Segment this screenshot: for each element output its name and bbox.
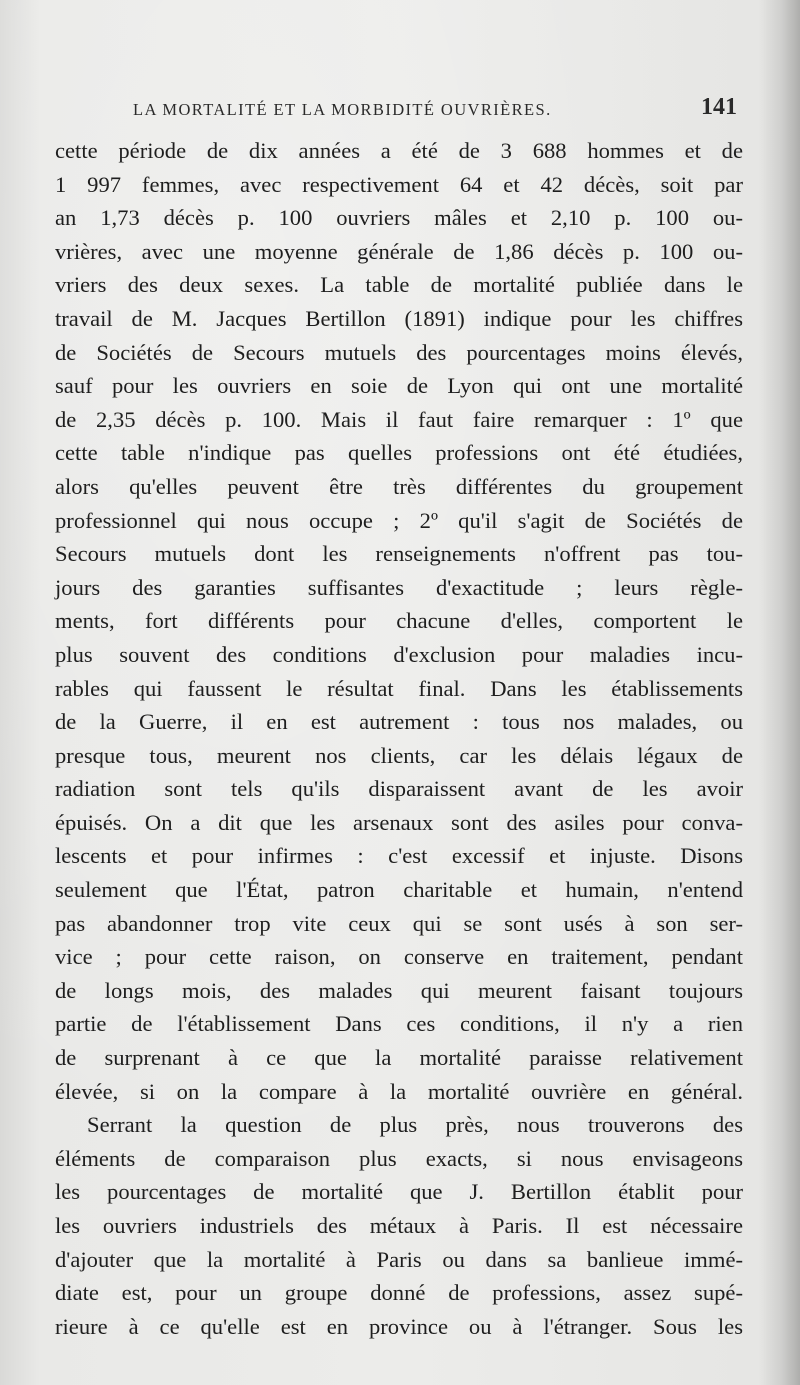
page-number: 141 [701,94,737,120]
text-line: radiation sont tels qu'ils disparaissent avant de les avoir [55,776,743,802]
text-line: plus souvent des conditions d'exclusion pour maladies incu- [55,641,743,667]
page-edge-shadow [758,0,800,1385]
text-line: presque tous, meurent nos clients, car les délais légaux de [55,742,743,768]
text-line: de Sociétés de Secours mutuels des pourcentages moins élevés, [55,339,743,365]
text-line: de la Guerre, il en est autrement : tous nos malades, ou [55,709,743,735]
text-line: vice ; pour cette raison, on conserve en traitement, pendant [55,944,743,970]
text-line: vrières, avec une moyenne générale de 1,86 décès p. 100 ou- [55,238,743,264]
text-line: partie de l'établissement Dans ces conditions, il n'y a rien [55,1011,743,1037]
body-text [55,134,743,1343]
text-line: vriers des deux sexes. La table de mortalité publiée dans le [55,272,743,298]
paragraph-1 [55,134,743,1108]
text-line: les pourcentages de mortalité que J. Bertillon établit pour [55,1179,743,1205]
text-line: cette période de dix années a été de 3 688 hommes et de [55,138,743,163]
text-line: professionnel qui nous occupe ; 2º qu'il s'agit de Sociétés de [55,507,743,533]
text-line: Serrant la question de plus près, nous trouverons des [87,1112,743,1138]
text-line: sauf pour les ouvriers en soie de Lyon qui ont une mortalité [55,373,743,399]
paragraph-2 [55,1108,743,1343]
text-line: éléments de comparaison plus exacts, si nous envisageons [55,1145,743,1171]
text-line: travail de M. Jacques Bertillon (1891) indique pour les chiffres [55,305,743,331]
text-line: les ouvriers industriels des métaux à Paris. Il est nécessaire [55,1213,743,1238]
text-line: 1 997 femmes, avec respectivement 64 et 42 décès, soit par [55,171,743,197]
text-line: Secours mutuels dont les renseignements n'offrent pas tou- [55,541,743,567]
text-line: d'ajouter que la mortalité à Paris ou dans sa banlieue immé- [55,1246,743,1272]
text-line: lescents et pour infirmes : c'est excessif et injuste. Disons [55,843,743,869]
running-title: LA MORTALITÉ ET LA MORBIDITÉ OUVRIÈRES. [133,100,552,119]
text-line: de 2,35 décès p. 100. Mais il faut faire remarquer : 1º que [55,406,743,432]
text-line: ments, fort différents pour chacune d'elles, comportent le [55,608,743,634]
text-line: diate est, pour un groupe donné de professions, assez supé- [55,1280,743,1306]
text-line: élevée, si on la compare à la mortalité ouvrière en général. [55,1078,743,1104]
text-line: an 1,73 décès p. 100 ouvriers mâles et 2,10 p. 100 ou- [55,205,743,231]
text-line: seulement que l'État, patron charitable et humain, n'entend [55,877,743,903]
text-line: pas abandonner trop vite ceux qui se sont usés à son ser- [55,910,743,936]
text-line: rables qui faussent le résultat final. Dans les établissements [55,675,743,701]
text-line: de longs mois, des malades qui meurent faisant toujours [55,977,743,1003]
running-header [55,94,743,124]
text-line: épuisés. On a dit que les arsenaux sont des asiles pour conva- [55,809,743,835]
text-line: jours des garanties suffisantes d'exactitude ; leurs règle- [55,574,743,600]
text-line: alors qu'elles peuvent être très différentes du groupement [55,473,743,499]
text-line: cette table n'indique pas quelles professions ont été étudiées, [55,440,743,466]
text-line: de surprenant à ce que la mortalité paraisse relativement [55,1045,743,1071]
text-line: rieure à ce qu'elle est en province ou à l'étranger. Sous les [55,1313,743,1339]
